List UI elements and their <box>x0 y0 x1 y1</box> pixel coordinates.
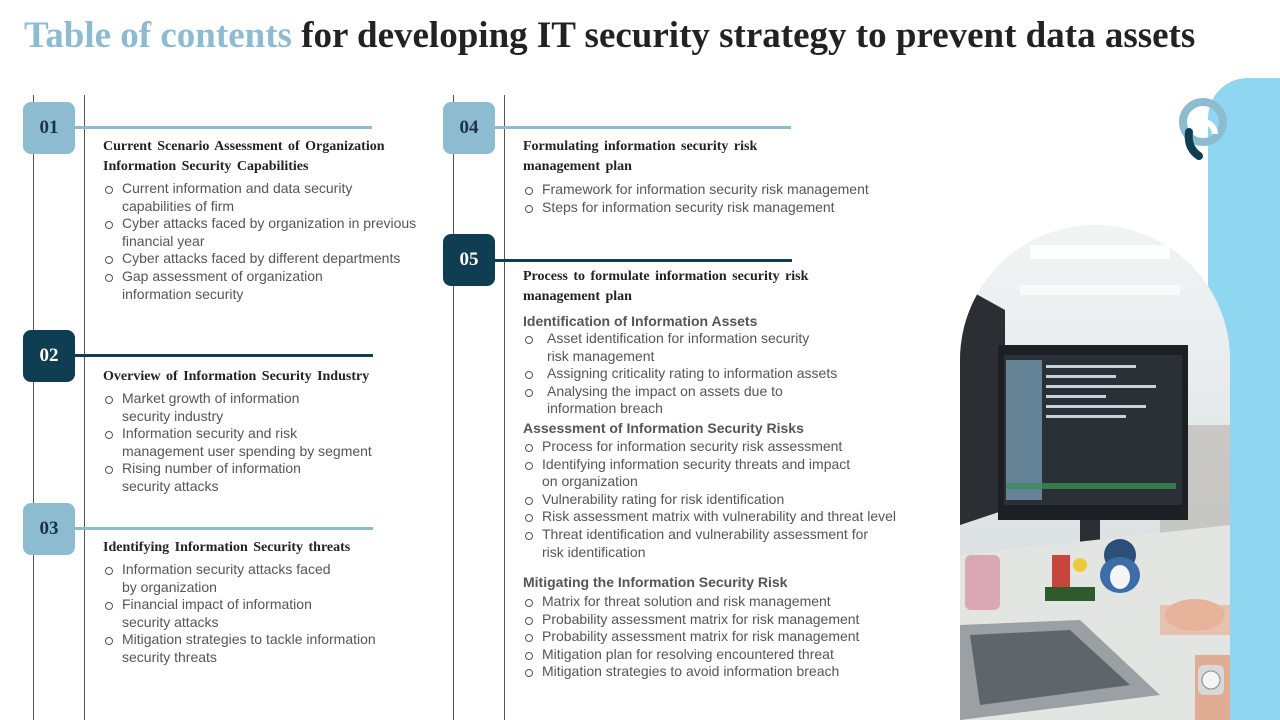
section-04-title-line: management plan <box>523 159 632 174</box>
section-04-rule <box>494 126 791 129</box>
list-item: Vulnerability rating for risk identification <box>523 491 943 509</box>
section-03-title-line: Identifying Information Security threats <box>103 540 351 555</box>
list-item: Mitigation strategies to tackle information security threats <box>103 631 443 666</box>
section-05-title <box>523 267 808 307</box>
section-04-title-line: Formulating information security risk <box>523 139 758 154</box>
section-04-title <box>523 137 757 177</box>
group-heading: Assessment of Information Security Risks <box>523 420 804 436</box>
list-item: Cyber attacks faced by organization in previous financial year <box>103 215 443 250</box>
list-item: Asset identification for information security risk management <box>523 330 923 365</box>
list-item: Mitigation strategies to avoid information breach <box>523 663 943 681</box>
section-02-number: 02 <box>23 330 75 382</box>
list-item: Probability assessment matrix for risk management <box>523 611 943 629</box>
list-item: Information security attacks faced by organization <box>103 561 443 596</box>
list-item: Gap assessment of organization information security <box>103 268 443 303</box>
list-item: Financial impact of information security attacks <box>103 596 443 631</box>
list-item: Cyber attacks faced by different departments <box>103 250 443 268</box>
list-item: Identifying information security threats and impact on organization <box>523 456 943 491</box>
list-item: Matrix for threat solution and risk management <box>523 593 943 611</box>
section-01-rule <box>75 126 372 129</box>
list-item: Market growth of information security industry <box>103 390 443 425</box>
section-04-number: 04 <box>443 102 495 154</box>
section-03-title <box>103 538 350 558</box>
section-04-list <box>523 181 923 216</box>
photo-illustration <box>960 225 1230 720</box>
section-01-title-line: Information Security Capabilities <box>103 159 309 174</box>
section-03-list <box>103 561 443 667</box>
list-item: Rising number of information security attacks <box>103 460 443 495</box>
list-item: Risk assessment matrix with vulnerability and threat level <box>523 508 943 526</box>
list-item: Process for information security risk assessment <box>523 438 943 456</box>
section-02-rule <box>75 354 373 357</box>
section-02-title <box>103 367 369 387</box>
list-item: Analysing the impact on assets due to information breach <box>523 383 923 418</box>
brand-logo-icon <box>1175 96 1227 160</box>
list-item: Current information and data security capabilities of firm <box>103 180 443 215</box>
group-heading: Mitigating the Information Security Risk <box>523 574 788 590</box>
section-05-group-3-list <box>523 593 943 681</box>
section-02-title-line: Overview of Information Security Industry <box>103 369 370 384</box>
section-01-list <box>103 180 443 303</box>
list-item: Framework for information security risk management <box>523 181 923 199</box>
section-01-title <box>103 137 385 177</box>
section-03-rule <box>75 527 373 530</box>
section-03-number: 03 <box>23 503 75 555</box>
section-05-title-line: Process to formulate information security risk <box>523 269 809 284</box>
section-05-title-line: management plan <box>523 289 632 304</box>
group-heading: Identification of Information Assets <box>523 313 758 329</box>
list-item: Threat identification and vulnerability assessment for risk identification <box>523 526 943 561</box>
title-highlight: Table of contents <box>24 15 292 56</box>
left-column-guide <box>33 95 85 720</box>
page-title <box>24 14 1195 57</box>
list-item: Mitigation plan for resolving encountered threat <box>523 646 943 664</box>
right-column-guide <box>453 95 505 720</box>
list-item: Information security and risk management user spending by segment <box>103 425 443 460</box>
list-item: Probability assessment matrix for risk management <box>523 628 943 646</box>
title-rest: for developing IT security strategy to prevent data assets <box>291 15 1196 56</box>
list-item: Steps for information security risk management <box>523 199 923 217</box>
section-05-number: 05 <box>443 234 495 286</box>
office-computer-photo <box>960 225 1230 720</box>
section-01-title-line: Current Scenario Assessment of Organization <box>103 139 385 154</box>
section-05-group-1-list <box>523 330 923 418</box>
section-05-rule <box>494 259 792 262</box>
list-item: Assigning criticality rating to information assets <box>523 365 923 383</box>
section-02-list <box>103 390 443 496</box>
section-01-number: 01 <box>23 102 75 154</box>
section-05-group-2-list <box>523 438 943 561</box>
